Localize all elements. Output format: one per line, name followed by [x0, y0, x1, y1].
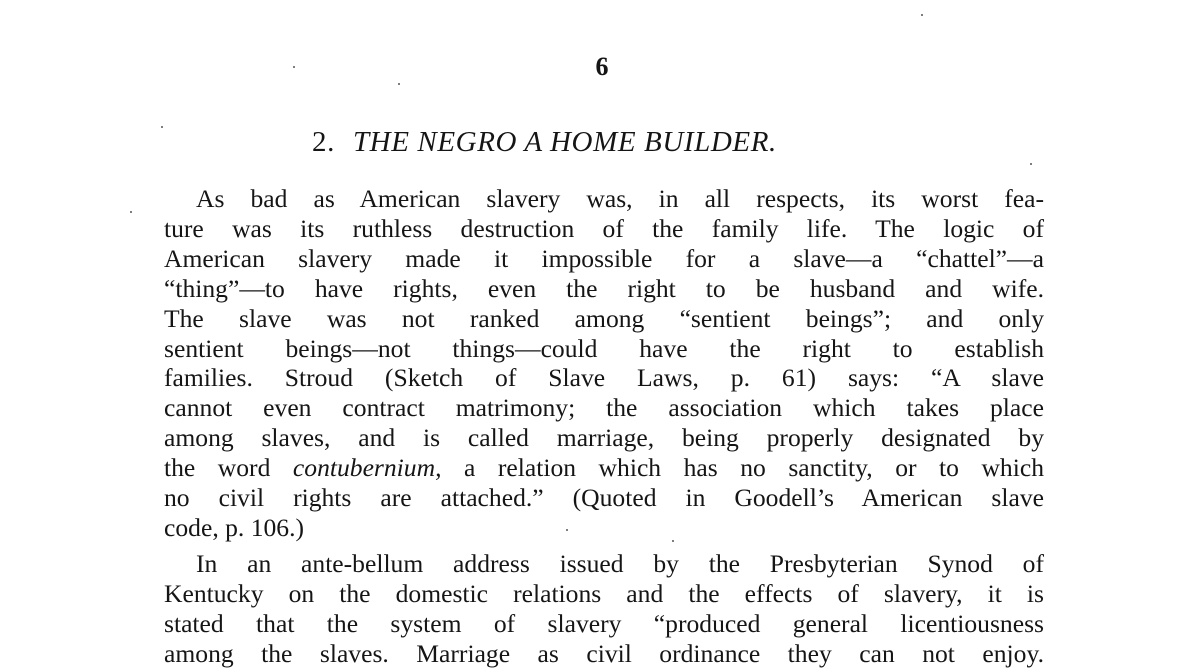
scan-speck: [398, 83, 400, 85]
scan-speck: [921, 14, 923, 16]
text-line: [164, 453, 1044, 483]
text-line: In an ante-bellum address issued by the Presbyterian Synod of: [196, 549, 1044, 578]
scan-speck: [161, 126, 163, 128]
text-line: Kentucky on the domestic relations and the effects of slavery, it is: [164, 578, 1044, 608]
text-line: families. Stroud (Sketch of Slave Laws, p. 61) says: “A slave: [164, 363, 1044, 393]
text-line: code, p. 106.): [164, 512, 305, 542]
text-line: As bad as American slavery was, in all respects, its worst fea-: [196, 184, 1044, 213]
text-line: cannot even contract matrimony; the association which takes place: [164, 393, 1044, 423]
text-fragment: the word: [164, 453, 293, 483]
text-line: ture was its ruthless destruction of the family life. The logic of: [164, 213, 1044, 243]
section-number: 2.: [312, 126, 335, 158]
paragraph-1: [164, 184, 1044, 543]
paragraph-2: [164, 549, 1044, 669]
text-line: no civil rights are attached.” (Quoted in Goodell’s American slave: [164, 483, 1044, 513]
scan-speck: [566, 529, 568, 531]
text-fragment: a relation which has no sanctity, or to which: [441, 453, 1044, 483]
scan-speck: [672, 540, 674, 542]
scan-speck: [1030, 163, 1032, 165]
text-line: American slavery made it impossible for a slave—a “chattel”—a: [164, 243, 1044, 273]
text-line: sentient beings—not things—could have the right to establish: [164, 333, 1044, 363]
scan-speck: [293, 66, 295, 68]
scan-speck: [130, 211, 132, 213]
text-line: stated that the system of slavery “produced general licentiousness: [164, 608, 1044, 638]
text-line: among the slaves. Marriage as civil ordinance they can not enjoy.: [164, 638, 1044, 668]
text-line: The slave was not ranked among “sentient beings”; and only: [164, 303, 1044, 333]
section-title: THE NEGRO A HOME BUILDER.: [352, 126, 777, 158]
page-number: 6: [595, 52, 609, 81]
text-line: “thing”—to have rights, even the right to be husband and wife.: [164, 273, 1044, 303]
latin-term: contubernium,: [292, 453, 442, 483]
text-line: among slaves, and is called marriage, being properly designated by: [164, 423, 1044, 453]
section-heading: [312, 124, 777, 160]
